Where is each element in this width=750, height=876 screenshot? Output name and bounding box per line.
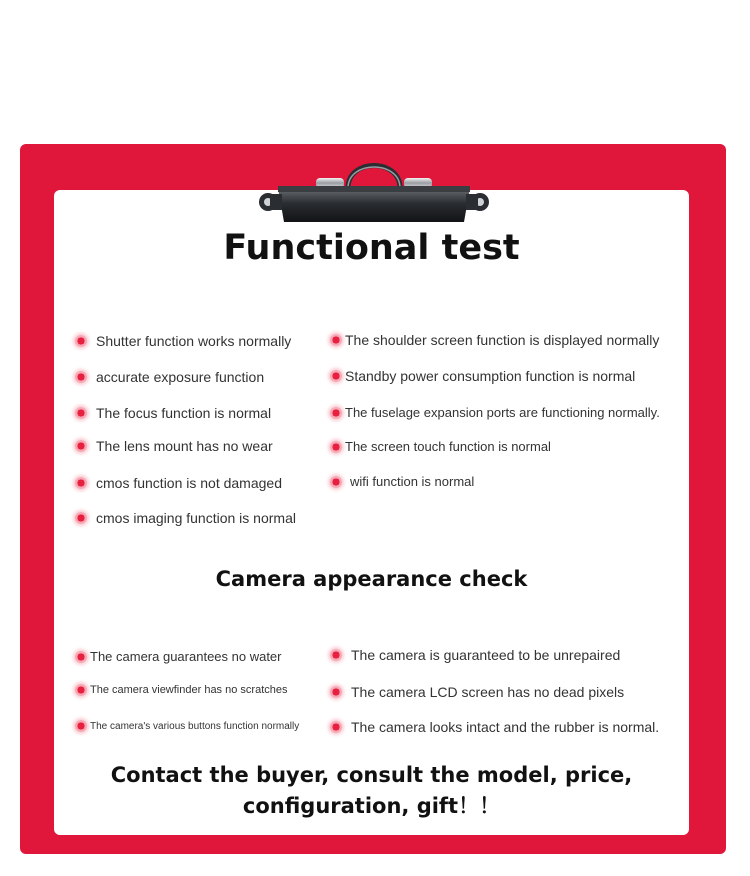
- bullet-dot-icon: [75, 335, 87, 347]
- list-item: cmos imaging function is normal: [75, 510, 296, 526]
- bullet-dot-icon: [75, 407, 87, 419]
- list-item: The shoulder screen function is displayed normally: [330, 332, 659, 348]
- list-item: The camera LCD screen has no dead pixels: [330, 684, 624, 700]
- section-title-appearance: Camera appearance check: [215, 567, 528, 591]
- clipboard-clip-icon: [256, 152, 492, 226]
- list-item: Shutter function works normally: [75, 333, 291, 349]
- list-item: accurate exposure function: [75, 369, 264, 385]
- list-item: The screen touch function is normal: [330, 439, 551, 454]
- list-item: The camera's various buttons function normally: [75, 720, 299, 732]
- bullet-dot-icon: [75, 651, 87, 663]
- bullet-dot-icon: [330, 441, 342, 453]
- bullet-dot-icon: [330, 476, 342, 488]
- list-item: cmos function is not damaged: [75, 475, 282, 491]
- list-item: The camera viewfinder has no scratches: [75, 684, 287, 696]
- bullet-dot-icon: [330, 334, 342, 346]
- bullet-dot-icon: [75, 720, 87, 732]
- bullet-dot-icon: [75, 477, 87, 489]
- list-item: Standby power consumption function is normal: [330, 368, 635, 384]
- bullet-dot-icon: [330, 649, 342, 661]
- bullet-dot-icon: [75, 512, 87, 524]
- footer-line-1: Contact the buyer, consult the model, price,: [110, 763, 633, 787]
- contact-footer: [54, 760, 689, 822]
- list-item: The fuselage expansion ports are functioning normally.: [330, 405, 660, 420]
- bullet-dot-icon: [75, 371, 87, 383]
- list-item: The camera looks intact and the rubber is normal.: [330, 719, 659, 735]
- list-item: The camera guarantees no water: [75, 649, 282, 664]
- bullet-dot-icon: [330, 370, 342, 382]
- footer-line-2: configuration, gift！！: [242, 794, 501, 818]
- list-item: The focus function is normal: [75, 405, 271, 421]
- list-item: wifi function is normal: [330, 474, 474, 489]
- bullet-dot-icon: [330, 407, 342, 419]
- bullet-dot-icon: [75, 440, 87, 452]
- page-title: Functional test: [223, 228, 520, 268]
- list-item: The lens mount has no wear: [75, 438, 273, 454]
- bullet-dot-icon: [330, 721, 342, 733]
- bullet-dot-icon: [75, 684, 87, 696]
- bullet-dot-icon: [330, 686, 342, 698]
- list-item: The camera is guaranteed to be unrepaired: [330, 647, 620, 663]
